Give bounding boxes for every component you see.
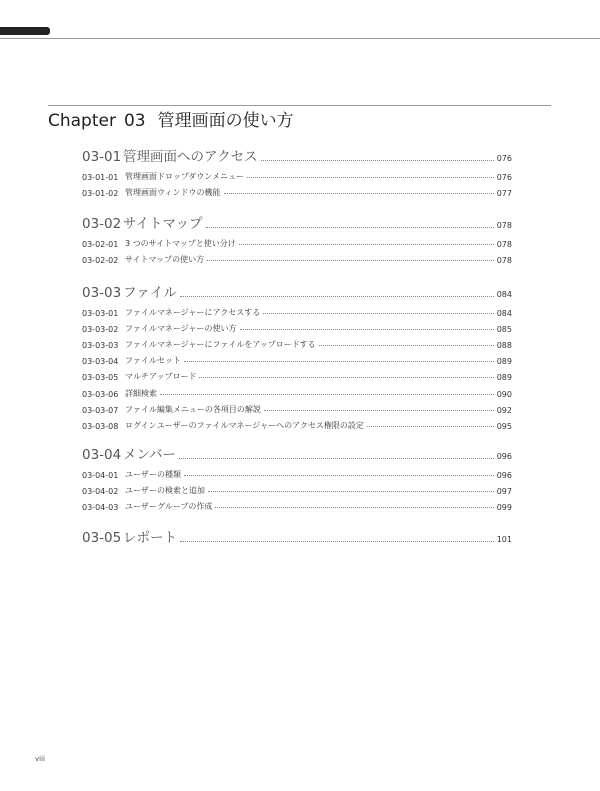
toc-entry[interactable] [82, 253, 512, 265]
toc-section[interactable] [82, 526, 512, 546]
toc-entry[interactable] [82, 186, 512, 198]
entry-title: ファイルマネージャーの使い方 [125, 324, 237, 334]
entry-page: 088 [496, 341, 512, 351]
entry-page: 089 [496, 357, 512, 367]
dot-leader [206, 227, 494, 228]
entry-number: 03-04-03 [82, 503, 119, 513]
toc-section[interactable] [82, 145, 512, 165]
section-title: サイトマップ [123, 216, 203, 232]
entry-title: 詳細検索 [125, 388, 157, 398]
entry-number: 03-03-07 [82, 405, 119, 415]
entry-number: 03-03-01 [82, 309, 119, 318]
dot-leader [208, 491, 494, 492]
entry-number: 03-03-06 [82, 389, 119, 399]
section-page: 101 [496, 535, 512, 544]
toc-entry[interactable] [82, 322, 512, 334]
section-page: 084 [496, 290, 512, 299]
dot-leader [224, 193, 494, 194]
entry-number: 03-02-02 [82, 256, 119, 266]
dot-leader [367, 426, 494, 427]
section-number: 03-03 [82, 285, 122, 301]
chapter-title [48, 106, 294, 131]
entry-number: 03-02-01 [82, 240, 119, 249]
dot-leader [261, 160, 494, 161]
entry-number: 03-03-04 [82, 357, 119, 367]
toc-entry[interactable] [82, 387, 512, 399]
entry-number: 03-01-01 [82, 173, 119, 182]
entry-page: 078 [496, 256, 512, 266]
entry-page: 085 [496, 325, 512, 335]
dot-leader [180, 296, 494, 297]
entry-number: 03-03-03 [82, 341, 119, 351]
entry-page: 095 [496, 421, 512, 431]
entry-number: 03-03-08 [82, 421, 119, 431]
toc-section[interactable] [82, 281, 512, 301]
chapter-number: 03 [123, 111, 146, 131]
dot-leader [184, 361, 494, 362]
dot-leader [319, 345, 494, 346]
entry-title: ユーザーの種類 [125, 470, 181, 479]
section-number: 03-04 [82, 447, 122, 463]
entry-page: 076 [496, 173, 512, 182]
toc-entry[interactable] [82, 484, 512, 496]
dot-leader [215, 507, 493, 508]
section-number: 03-05 [82, 530, 122, 546]
entry-title: サイトマップの使い方 [125, 255, 205, 265]
toc-section[interactable] [82, 212, 512, 232]
entry-page: 089 [496, 373, 512, 383]
toc-entry[interactable] [82, 500, 512, 512]
entry-page: 077 [496, 189, 512, 199]
entry-title: ユーザーの検索と追加 [125, 486, 205, 496]
entry-page: 092 [496, 405, 512, 415]
section-title: メンバー [123, 447, 177, 463]
dot-leader [179, 458, 494, 459]
entry-number: 03-03-02 [82, 325, 119, 335]
dot-leader [160, 394, 494, 395]
entry-number: 03-04-02 [82, 487, 119, 497]
dot-leader [207, 260, 494, 261]
section-number: 03-01 [82, 149, 122, 165]
dot-leader [240, 329, 494, 330]
entry-number: 03-03-05 [82, 373, 119, 383]
section-page: 076 [496, 154, 512, 163]
entry-title: ファイルセット [125, 356, 181, 366]
toc-entry[interactable] [82, 338, 512, 350]
entry-number: 03-04-01 [82, 471, 119, 480]
section-title: レポート [123, 530, 177, 546]
section-page: 096 [496, 452, 512, 461]
dot-leader [199, 377, 493, 378]
entry-title: ファイルマネージャーにファイルをアップロードする [125, 340, 316, 350]
toc-section[interactable] [82, 443, 512, 463]
dot-leader [264, 410, 494, 411]
header-tab-bar [0, 27, 50, 35]
entry-title: マルチアップロード [125, 372, 197, 382]
dot-leader [184, 475, 494, 476]
toc-entry[interactable] [82, 468, 512, 480]
toc-entry[interactable] [82, 419, 512, 431]
section-page: 078 [496, 221, 512, 230]
entry-title: ユーザーグループの作成 [125, 502, 213, 512]
toc-entry[interactable] [82, 403, 512, 415]
page-folio: viii [35, 755, 45, 763]
section-number: 03-02 [82, 216, 122, 232]
chapter-label: Chapter [48, 111, 116, 131]
entry-title: 管理画面ウィンドウの機能 [125, 188, 221, 198]
entry-page: 097 [496, 487, 512, 497]
entry-title: ログインユーザーのファイルマネージャーへのアクセス権限の設定 [125, 420, 364, 430]
toc-entry[interactable] [82, 170, 512, 182]
entry-title: ファイルマネージャーにアクセスする [125, 308, 261, 317]
entry-page: 096 [496, 471, 512, 480]
dot-leader [239, 244, 494, 245]
dot-leader [263, 313, 493, 314]
toc-entry[interactable] [82, 354, 512, 366]
entry-title: 3 つのサイトマップと使い分け [125, 239, 236, 248]
dot-leader [180, 541, 494, 542]
toc-entry[interactable] [82, 306, 512, 318]
section-title: 管理画面へのアクセス [123, 149, 258, 165]
entry-page: 084 [496, 309, 512, 318]
entry-title: ファイル編集メニューの各項目の解説 [125, 404, 261, 414]
section-title: ファイル [123, 285, 177, 301]
entry-page: 078 [496, 240, 512, 249]
chapter-heading: 管理画面の使い方 [157, 111, 294, 131]
entry-title: 管理画面ドロップダウンメニュー [125, 172, 245, 181]
dot-leader [247, 177, 494, 178]
entry-page: 099 [496, 503, 512, 513]
entry-number: 03-01-02 [82, 189, 119, 199]
entry-page: 090 [496, 389, 512, 399]
header-rule [0, 38, 600, 39]
toc-entry[interactable] [82, 370, 512, 382]
toc-entry[interactable] [82, 237, 512, 249]
